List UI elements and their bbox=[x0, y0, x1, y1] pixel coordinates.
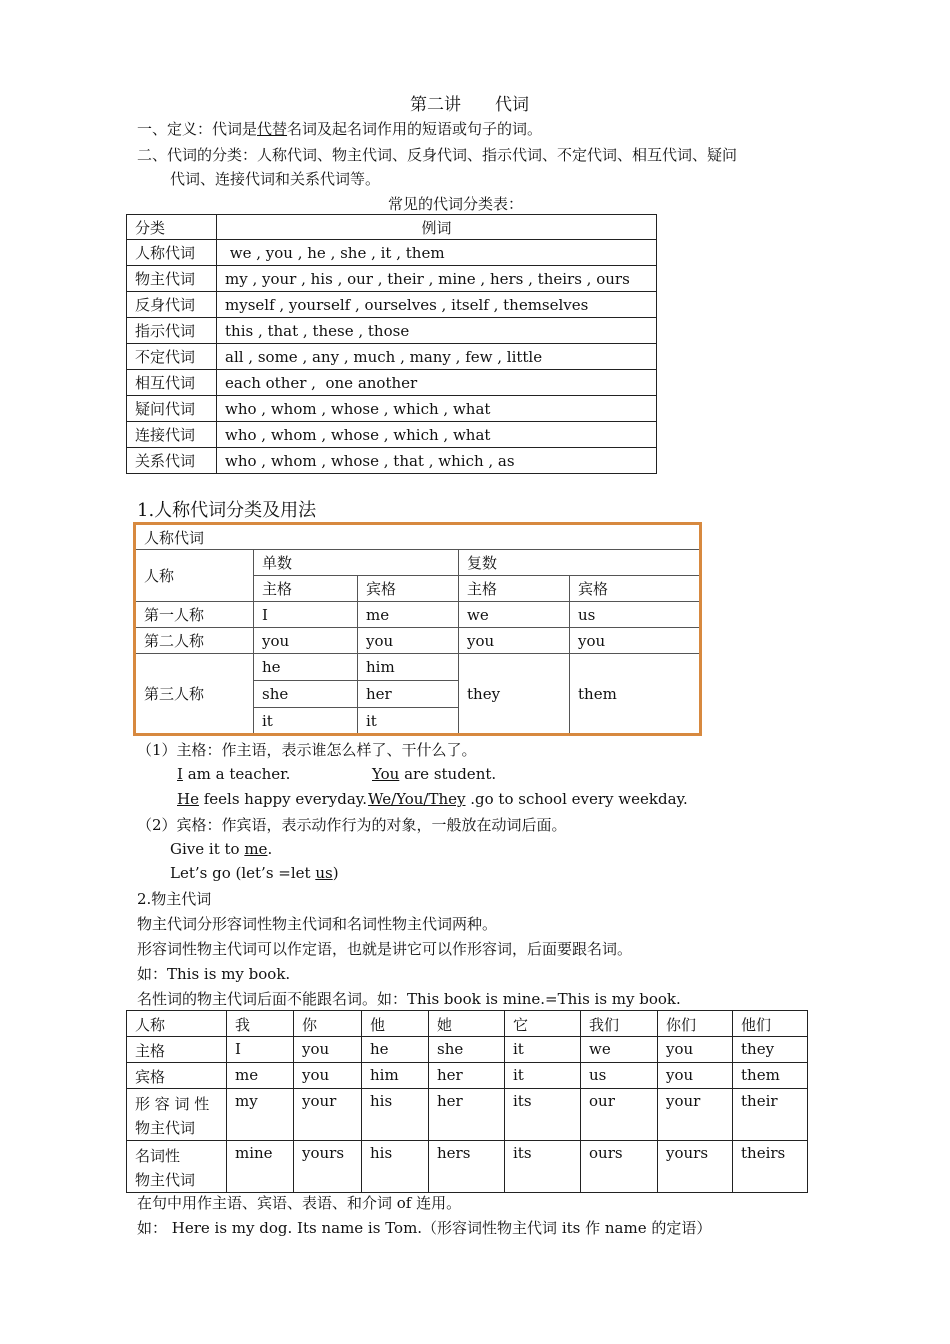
poss-cell: your bbox=[658, 1089, 733, 1141]
example-5 bbox=[170, 840, 272, 858]
poss-cell: I bbox=[227, 1037, 294, 1063]
poss-cell: their bbox=[733, 1089, 808, 1141]
section2-paragraph: 如： Here is my dog. Its name is Tom.（形容词性物主代词 its 作 name 的定语） bbox=[137, 1219, 712, 1237]
example-text: ) bbox=[332, 864, 339, 882]
example-1 bbox=[177, 765, 290, 783]
example-text: . bbox=[267, 840, 273, 858]
table1-category: 连接代词 bbox=[127, 422, 217, 448]
pp-acc-header: 宾格 bbox=[570, 576, 701, 602]
section2-paragraph: 物主代词分形容词性物主代词和名词性物主代词两种。 bbox=[137, 915, 498, 933]
pp-cell: it bbox=[254, 708, 358, 735]
poss-cell: ours bbox=[581, 1141, 658, 1193]
poss-cell: you bbox=[658, 1063, 733, 1089]
table1-category: 物主代词 bbox=[127, 266, 217, 292]
personal-pronoun-table bbox=[133, 522, 702, 736]
pp-plural-header: 复数 bbox=[459, 550, 701, 576]
definition-underlined: 代替 bbox=[257, 120, 288, 138]
poss-cell: mine bbox=[227, 1141, 294, 1193]
poss-cell: its bbox=[505, 1141, 581, 1193]
poss-noun-label-2: 物主代词 bbox=[135, 1171, 196, 1189]
pronoun-classification-table bbox=[126, 214, 657, 474]
poss-header-cell: 我们 bbox=[581, 1011, 658, 1037]
table1-category: 指示代词 bbox=[127, 318, 217, 344]
example-text: Let’s go (let’s =let bbox=[170, 864, 316, 882]
pp-cell: them bbox=[570, 654, 701, 735]
pp-cell: you bbox=[570, 628, 701, 654]
example-2 bbox=[372, 765, 496, 783]
pp-cell: you bbox=[254, 628, 358, 654]
poss-header-cell: 我 bbox=[227, 1011, 294, 1037]
definition-suffix: 名词及起名词作用的短语或句子的词。 bbox=[287, 120, 543, 138]
pp-cell: it bbox=[358, 708, 459, 735]
poss-cell: you bbox=[658, 1037, 733, 1063]
table1-category: 相互代词 bbox=[127, 370, 217, 396]
table1-examples: myself , yourself , ourselves , itself , themselves bbox=[217, 292, 657, 318]
example-4 bbox=[368, 790, 688, 808]
pp-cell: us bbox=[570, 602, 701, 628]
poss-cell: theirs bbox=[733, 1141, 808, 1193]
section2-paragraph: 名性词的物主代词后面不能跟名词。如：This book is mine.=This is my book. bbox=[137, 990, 681, 1008]
definition-line bbox=[137, 118, 542, 139]
poss-cell: you bbox=[294, 1063, 362, 1089]
poss-cell: his bbox=[362, 1141, 429, 1193]
poss-adj-label-1: 形 容 词 性 bbox=[135, 1095, 210, 1113]
poss-cell: they bbox=[733, 1037, 808, 1063]
poss-cell: it bbox=[505, 1037, 581, 1063]
example-text: .go to school every weekday. bbox=[465, 790, 688, 808]
example-underlined: us bbox=[315, 864, 333, 882]
example-underlined: We/You/They bbox=[368, 790, 466, 808]
poss-header-cell: 他们 bbox=[733, 1011, 808, 1037]
pp-cell: I bbox=[254, 602, 358, 628]
poss-row-label bbox=[127, 1089, 227, 1141]
poss-cell: it bbox=[505, 1063, 581, 1089]
poss-cell: our bbox=[581, 1089, 658, 1141]
section2-paragraph: 形容词性物主代词可以作定语，也就是讲它可以作形容词，后面要跟名词。 bbox=[137, 940, 633, 958]
example-underlined: I bbox=[177, 765, 183, 783]
pp-nom-header: 主格 bbox=[459, 576, 570, 602]
pp-cell: her bbox=[358, 681, 459, 708]
section2-heading: 2.物主代词 bbox=[137, 890, 212, 908]
table1-header-examples: 例词 bbox=[217, 215, 657, 240]
pp-cell: we bbox=[459, 602, 570, 628]
table1-examples: each other , one another bbox=[217, 370, 657, 396]
poss-cell: yours bbox=[294, 1141, 362, 1193]
pp-cell: you bbox=[459, 628, 570, 654]
pp-cell: she bbox=[254, 681, 358, 708]
poss-cell: he bbox=[362, 1037, 429, 1063]
example-underlined: He bbox=[177, 790, 199, 808]
page-title: 第二讲 代词 bbox=[410, 95, 529, 115]
table1-category: 反身代词 bbox=[127, 292, 217, 318]
poss-cell: him bbox=[362, 1063, 429, 1089]
table1-examples: my , your , his , our , their , mine , hers , theirs , ours bbox=[217, 266, 657, 292]
pp-cell: him bbox=[358, 654, 459, 681]
poss-cell: them bbox=[733, 1063, 808, 1089]
poss-row-label: 主格 bbox=[127, 1037, 227, 1063]
pp-first-person: 第一人称 bbox=[135, 602, 254, 628]
poss-cell: his bbox=[362, 1089, 429, 1141]
poss-cell: us bbox=[581, 1063, 658, 1089]
poss-cell: yours bbox=[658, 1141, 733, 1193]
table1-header-category: 分类 bbox=[127, 215, 217, 240]
pp-third-person: 第三人称 bbox=[135, 654, 254, 735]
table1-category: 不定代词 bbox=[127, 344, 217, 370]
poss-cell: her bbox=[429, 1089, 505, 1141]
nominative-note: （1）主格：作主语，表示谁怎么样了、干什么了。 bbox=[137, 741, 477, 759]
poss-cell: your bbox=[294, 1089, 362, 1141]
table1-category: 疑问代词 bbox=[127, 396, 217, 422]
poss-cell: we bbox=[581, 1037, 658, 1063]
table1-examples: who , whom , whose , that , which , as bbox=[217, 448, 657, 474]
poss-header-cell: 人称 bbox=[127, 1011, 227, 1037]
table1-examples: who , whom , whose , which , what bbox=[217, 396, 657, 422]
example-text: feels happy everyday. bbox=[198, 790, 368, 808]
poss-header-cell: 她 bbox=[429, 1011, 505, 1037]
table1-category: 人称代词 bbox=[127, 240, 217, 266]
poss-cell: my bbox=[227, 1089, 294, 1141]
pp-nom-header: 主格 bbox=[254, 576, 358, 602]
pp-person-header: 人称 bbox=[135, 550, 254, 602]
poss-cell: its bbox=[505, 1089, 581, 1141]
poss-header-cell: 它 bbox=[505, 1011, 581, 1037]
definition-prefix: 一、定义：代词是 bbox=[137, 120, 258, 138]
poss-header-cell: 他 bbox=[362, 1011, 429, 1037]
poss-cell: her bbox=[429, 1063, 505, 1089]
pp-second-person: 第二人称 bbox=[135, 628, 254, 654]
section2-paragraph: 如：This is my book. bbox=[137, 965, 291, 983]
classification-line-2: 代词、连接代词和关系代词等。 bbox=[170, 170, 381, 188]
table1-examples: who , whom , whose , which , what bbox=[217, 422, 657, 448]
section1-heading: 1.人称代词分类及用法 bbox=[137, 500, 317, 521]
possessive-pronoun-table bbox=[126, 1010, 808, 1193]
pp-singular-header: 单数 bbox=[254, 550, 459, 576]
poss-row-label bbox=[127, 1141, 227, 1193]
poss-row-label: 宾格 bbox=[127, 1063, 227, 1089]
table1-caption: 常见的代词分类表： bbox=[388, 195, 524, 213]
poss-cell: you bbox=[294, 1037, 362, 1063]
pp-cell: he bbox=[254, 654, 358, 681]
pp-cell: me bbox=[358, 602, 459, 628]
example-text: are student. bbox=[399, 765, 497, 783]
poss-noun-label-1: 名词性 bbox=[135, 1147, 181, 1165]
poss-cell: hers bbox=[429, 1141, 505, 1193]
poss-cell: me bbox=[227, 1063, 294, 1089]
pp-cell: you bbox=[358, 628, 459, 654]
poss-header-cell: 你 bbox=[294, 1011, 362, 1037]
example-underlined: You bbox=[372, 765, 400, 783]
example-6 bbox=[170, 864, 339, 882]
section2-paragraph: 在句中用作主语、宾语、表语、和介词 of 连用。 bbox=[137, 1194, 462, 1212]
table1-category: 关系代词 bbox=[127, 448, 217, 474]
poss-cell: she bbox=[429, 1037, 505, 1063]
accusative-note: （2）宾格：作宾语，表示动作行为的对象，一般放在动词后面。 bbox=[137, 816, 567, 834]
classification-line-1: 二、代词的分类：人称代词、物主代词、反身代词、指示代词、不定代词、相互代词、疑问 bbox=[137, 146, 738, 164]
table1-examples: all , some , any , much , many , few , little bbox=[217, 344, 657, 370]
example-text: Give it to bbox=[170, 840, 245, 858]
pp-cell: they bbox=[459, 654, 570, 735]
example-text: am a teacher. bbox=[182, 765, 291, 783]
example-3 bbox=[177, 790, 367, 808]
pp-acc-header: 宾格 bbox=[358, 576, 459, 602]
table1-examples: we , you , he , she , it , them bbox=[217, 240, 657, 266]
pp-table-title: 人称代词 bbox=[135, 524, 701, 550]
poss-adj-label-2: 物主代词 bbox=[135, 1119, 196, 1137]
example-underlined: me bbox=[244, 840, 268, 858]
table1-examples: this , that , these , those bbox=[217, 318, 657, 344]
poss-header-cell: 你们 bbox=[658, 1011, 733, 1037]
